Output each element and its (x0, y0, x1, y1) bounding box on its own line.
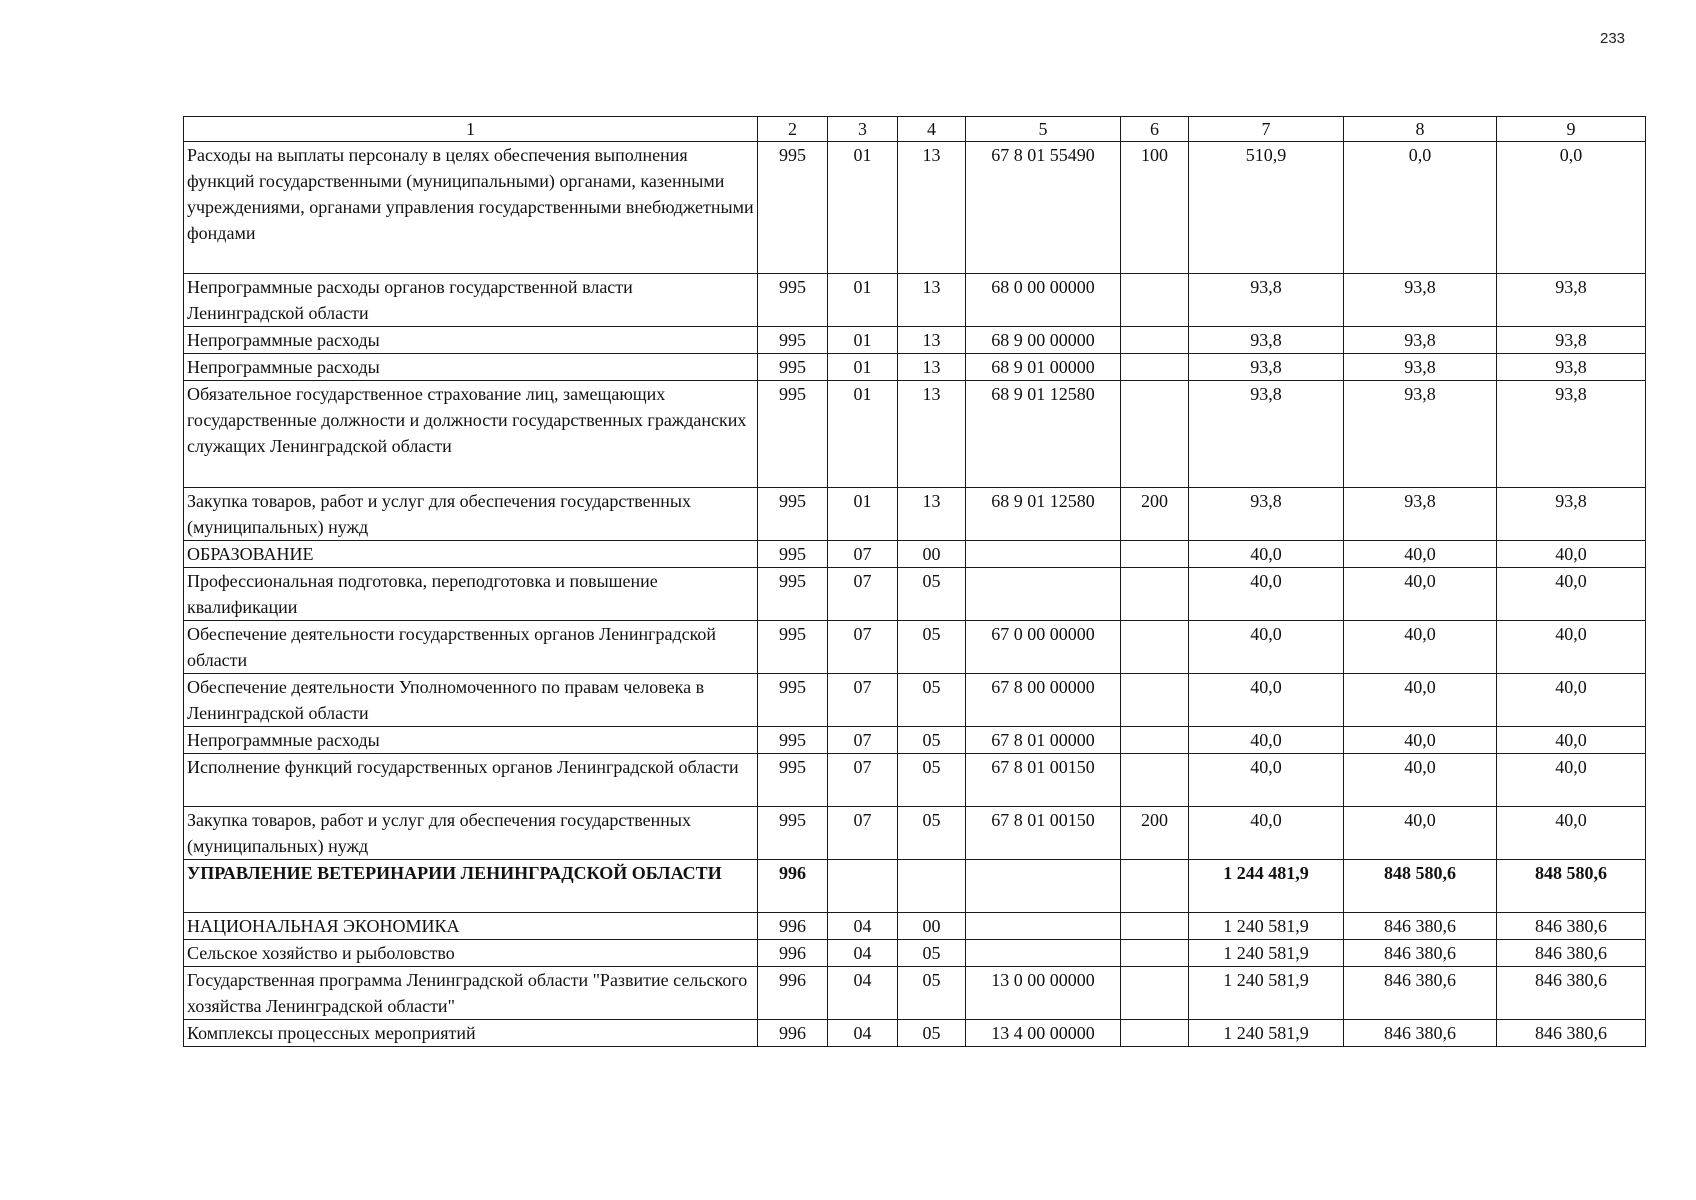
row-name: Комплексы процессных мероприятий (184, 1020, 758, 1047)
cell-target-article: 68 9 01 12580 (966, 488, 1121, 541)
cell-glava: 995 (758, 354, 828, 381)
cell-expense-type (1121, 674, 1189, 727)
row-name: Обеспечение деятельности Уполномоченного по правам человека в Ленинградской области (184, 674, 758, 727)
cell-amount-8: 93,8 (1344, 488, 1497, 541)
table-row (184, 967, 1646, 1020)
page-number: 233 (1600, 30, 1626, 47)
row-name: Сельское хозяйство и рыболовство (184, 940, 758, 967)
table-row (184, 381, 1646, 488)
cell-expense-type (1121, 913, 1189, 940)
cell-amount-9: 40,0 (1497, 754, 1646, 807)
cell-amount-7: 1 240 581,9 (1189, 940, 1344, 967)
cell-amount-7: 1 240 581,9 (1189, 913, 1344, 940)
cell-podrazdel: 05 (898, 621, 966, 674)
row-name: Непрограммные расходы органов государственной власти Ленинградской области (184, 274, 758, 327)
cell-glava: 995 (758, 274, 828, 327)
cell-podrazdel: 13 (898, 381, 966, 488)
cell-razdel: 07 (828, 807, 898, 860)
cell-podrazdel: 05 (898, 967, 966, 1020)
cell-amount-7: 1 240 581,9 (1189, 1020, 1344, 1047)
cell-amount-8: 846 380,6 (1344, 967, 1497, 1020)
row-name: Расходы на выплаты персоналу в целях обеспечения выполнения функций государственными (муниципальными) органами, казенными учреждениями, органами управления государственными внебюджетными фондами (184, 142, 758, 274)
cell-amount-9: 93,8 (1497, 354, 1646, 381)
cell-podrazdel: 05 (898, 1020, 966, 1047)
table-row (184, 754, 1646, 807)
row-name: Исполнение функций государственных органов Ленинградской области (184, 754, 758, 807)
budget-table (183, 116, 1646, 1047)
cell-expense-type (1121, 381, 1189, 488)
cell-glava: 995 (758, 727, 828, 754)
table-row (184, 913, 1646, 940)
cell-podrazdel: 13 (898, 142, 966, 274)
cell-amount-8: 40,0 (1344, 754, 1497, 807)
row-name: Непрограммные расходы (184, 354, 758, 381)
cell-podrazdel: 05 (898, 568, 966, 621)
cell-expense-type (1121, 1020, 1189, 1047)
cell-amount-9: 93,8 (1497, 381, 1646, 488)
cell-target-article: 68 9 01 00000 (966, 354, 1121, 381)
cell-glava: 996 (758, 940, 828, 967)
cell-amount-9: 40,0 (1497, 674, 1646, 727)
table-row (184, 1020, 1646, 1047)
cell-expense-type (1121, 274, 1189, 327)
row-name: УПРАВЛЕНИЕ ВЕТЕРИНАРИИ ЛЕНИНГРАДСКОЙ ОБЛАСТИ (184, 860, 758, 913)
cell-amount-7: 1 240 581,9 (1189, 967, 1344, 1020)
cell-podrazdel: 13 (898, 354, 966, 381)
cell-amount-8: 40,0 (1344, 568, 1497, 621)
column-header: 7 (1189, 117, 1344, 142)
cell-target-article: 67 8 01 55490 (966, 142, 1121, 274)
cell-amount-8: 846 380,6 (1344, 913, 1497, 940)
cell-podrazdel: 00 (898, 541, 966, 568)
cell-target-article: 13 4 00 00000 (966, 1020, 1121, 1047)
column-header: 5 (966, 117, 1121, 142)
table-row (184, 674, 1646, 727)
column-header: 4 (898, 117, 966, 142)
cell-amount-8: 40,0 (1344, 541, 1497, 568)
cell-target-article (966, 913, 1121, 940)
cell-razdel: 07 (828, 674, 898, 727)
cell-razdel: 01 (828, 381, 898, 488)
cell-target-article: 67 8 01 00150 (966, 807, 1121, 860)
cell-razdel (828, 860, 898, 913)
cell-podrazdel: 13 (898, 488, 966, 541)
cell-amount-7: 93,8 (1189, 488, 1344, 541)
cell-razdel: 07 (828, 568, 898, 621)
cell-glava: 995 (758, 674, 828, 727)
row-name: Закупка товаров, работ и услуг для обеспечения государственных (муниципальных) нужд (184, 807, 758, 860)
cell-amount-8: 93,8 (1344, 274, 1497, 327)
cell-target-article: 68 9 00 00000 (966, 327, 1121, 354)
cell-target-article: 67 8 00 00000 (966, 674, 1121, 727)
cell-expense-type (1121, 354, 1189, 381)
cell-target-article (966, 940, 1121, 967)
row-name: Государственная программа Ленинградской области "Развитие сельского хозяйства Ленинградской области" (184, 967, 758, 1020)
row-name: Обязательное государственное страхование лиц, замещающих государственные должности и должности государственных гражданских служащих Ленинградской области (184, 381, 758, 488)
cell-razdel: 01 (828, 274, 898, 327)
cell-amount-8: 846 380,6 (1344, 1020, 1497, 1047)
cell-amount-7: 40,0 (1189, 621, 1344, 674)
cell-expense-type: 200 (1121, 488, 1189, 541)
cell-razdel: 04 (828, 1020, 898, 1047)
cell-glava: 996 (758, 967, 828, 1020)
cell-amount-7: 93,8 (1189, 327, 1344, 354)
column-header: 8 (1344, 117, 1497, 142)
header-row (184, 117, 1646, 142)
cell-podrazdel: 05 (898, 727, 966, 754)
table-row-department (184, 860, 1646, 913)
cell-target-article (966, 568, 1121, 621)
table-row (184, 541, 1646, 568)
cell-razdel: 01 (828, 354, 898, 381)
cell-podrazdel: 05 (898, 940, 966, 967)
cell-amount-9: 846 380,6 (1497, 940, 1646, 967)
cell-glava: 995 (758, 621, 828, 674)
column-header: 2 (758, 117, 828, 142)
cell-amount-9: 846 380,6 (1497, 1020, 1646, 1047)
cell-glava: 995 (758, 327, 828, 354)
cell-amount-9: 40,0 (1497, 568, 1646, 621)
cell-expense-type (1121, 860, 1189, 913)
table-row (184, 488, 1646, 541)
cell-glava: 996 (758, 913, 828, 940)
cell-amount-9: 848 580,6 (1497, 860, 1646, 913)
cell-amount-8: 40,0 (1344, 807, 1497, 860)
cell-amount-9: 846 380,6 (1497, 913, 1646, 940)
table-row (184, 354, 1646, 381)
cell-amount-7: 1 244 481,9 (1189, 860, 1344, 913)
row-name: НАЦИОНАЛЬНАЯ ЭКОНОМИКА (184, 913, 758, 940)
cell-amount-7: 93,8 (1189, 354, 1344, 381)
cell-razdel: 01 (828, 142, 898, 274)
cell-expense-type: 200 (1121, 807, 1189, 860)
cell-target-article: 68 9 01 12580 (966, 381, 1121, 488)
cell-amount-8: 40,0 (1344, 674, 1497, 727)
table-row (184, 142, 1646, 274)
cell-amount-7: 93,8 (1189, 274, 1344, 327)
cell-amount-8: 93,8 (1344, 354, 1497, 381)
table-row (184, 274, 1646, 327)
column-header: 9 (1497, 117, 1646, 142)
cell-target-article (966, 860, 1121, 913)
cell-glava: 995 (758, 754, 828, 807)
cell-expense-type (1121, 621, 1189, 674)
column-header: 6 (1121, 117, 1189, 142)
cell-amount-8: 93,8 (1344, 327, 1497, 354)
cell-expense-type (1121, 754, 1189, 807)
cell-razdel: 04 (828, 940, 898, 967)
column-header: 1 (184, 117, 758, 142)
cell-amount-9: 40,0 (1497, 807, 1646, 860)
cell-podrazdel: 00 (898, 913, 966, 940)
cell-amount-9: 846 380,6 (1497, 967, 1646, 1020)
cell-amount-7: 40,0 (1189, 541, 1344, 568)
table-row (184, 568, 1646, 621)
table-row (184, 327, 1646, 354)
cell-glava: 995 (758, 142, 828, 274)
cell-podrazdel: 05 (898, 674, 966, 727)
cell-amount-7: 93,8 (1189, 381, 1344, 488)
cell-glava: 995 (758, 568, 828, 621)
cell-amount-7: 40,0 (1189, 674, 1344, 727)
cell-expense-type (1121, 940, 1189, 967)
cell-amount-9: 40,0 (1497, 541, 1646, 568)
cell-podrazdel: 13 (898, 274, 966, 327)
cell-target-article: 67 8 01 00150 (966, 754, 1121, 807)
cell-amount-8: 0,0 (1344, 142, 1497, 274)
column-header: 3 (828, 117, 898, 142)
cell-razdel: 01 (828, 488, 898, 541)
cell-razdel: 04 (828, 967, 898, 1020)
cell-amount-9: 40,0 (1497, 727, 1646, 754)
cell-amount-8: 93,8 (1344, 381, 1497, 488)
cell-razdel: 07 (828, 541, 898, 568)
cell-target-article: 68 0 00 00000 (966, 274, 1121, 327)
table-row (184, 727, 1646, 754)
cell-podrazdel: 05 (898, 807, 966, 860)
table-row (184, 807, 1646, 860)
cell-amount-7: 40,0 (1189, 754, 1344, 807)
cell-glava: 995 (758, 381, 828, 488)
cell-amount-7: 510,9 (1189, 142, 1344, 274)
cell-glava: 996 (758, 1020, 828, 1047)
cell-amount-8: 848 580,6 (1344, 860, 1497, 913)
cell-glava: 995 (758, 541, 828, 568)
cell-razdel: 07 (828, 621, 898, 674)
cell-amount-8: 40,0 (1344, 727, 1497, 754)
cell-amount-9: 40,0 (1497, 621, 1646, 674)
cell-razdel: 01 (828, 327, 898, 354)
row-name: Непрограммные расходы (184, 327, 758, 354)
cell-podrazdel: 05 (898, 754, 966, 807)
cell-target-article (966, 541, 1121, 568)
cell-target-article: 67 0 00 00000 (966, 621, 1121, 674)
cell-expense-type (1121, 967, 1189, 1020)
table-row (184, 940, 1646, 967)
cell-amount-9: 93,8 (1497, 327, 1646, 354)
row-name: ОБРАЗОВАНИЕ (184, 541, 758, 568)
cell-amount-7: 40,0 (1189, 568, 1344, 621)
cell-glava: 996 (758, 860, 828, 913)
cell-amount-8: 846 380,6 (1344, 940, 1497, 967)
cell-expense-type (1121, 568, 1189, 621)
cell-glava: 995 (758, 488, 828, 541)
cell-glava: 995 (758, 807, 828, 860)
cell-amount-9: 93,8 (1497, 488, 1646, 541)
cell-target-article: 13 0 00 00000 (966, 967, 1121, 1020)
cell-amount-7: 40,0 (1189, 807, 1344, 860)
cell-amount-9: 93,8 (1497, 274, 1646, 327)
row-name: Непрограммные расходы (184, 727, 758, 754)
cell-amount-9: 0,0 (1497, 142, 1646, 274)
cell-target-article: 67 8 01 00000 (966, 727, 1121, 754)
cell-expense-type (1121, 727, 1189, 754)
table-row (184, 621, 1646, 674)
cell-razdel: 04 (828, 913, 898, 940)
cell-amount-8: 40,0 (1344, 621, 1497, 674)
cell-expense-type (1121, 541, 1189, 568)
row-name: Профессиональная подготовка, переподготовка и повышение квалификации (184, 568, 758, 621)
cell-razdel: 07 (828, 754, 898, 807)
cell-podrazdel (898, 860, 966, 913)
row-name: Обеспечение деятельности государственных органов Ленинградской области (184, 621, 758, 674)
cell-amount-7: 40,0 (1189, 727, 1344, 754)
cell-razdel: 07 (828, 727, 898, 754)
cell-expense-type: 100 (1121, 142, 1189, 274)
cell-podrazdel: 13 (898, 327, 966, 354)
cell-expense-type (1121, 327, 1189, 354)
row-name: Закупка товаров, работ и услуг для обеспечения государственных (муниципальных) нужд (184, 488, 758, 541)
